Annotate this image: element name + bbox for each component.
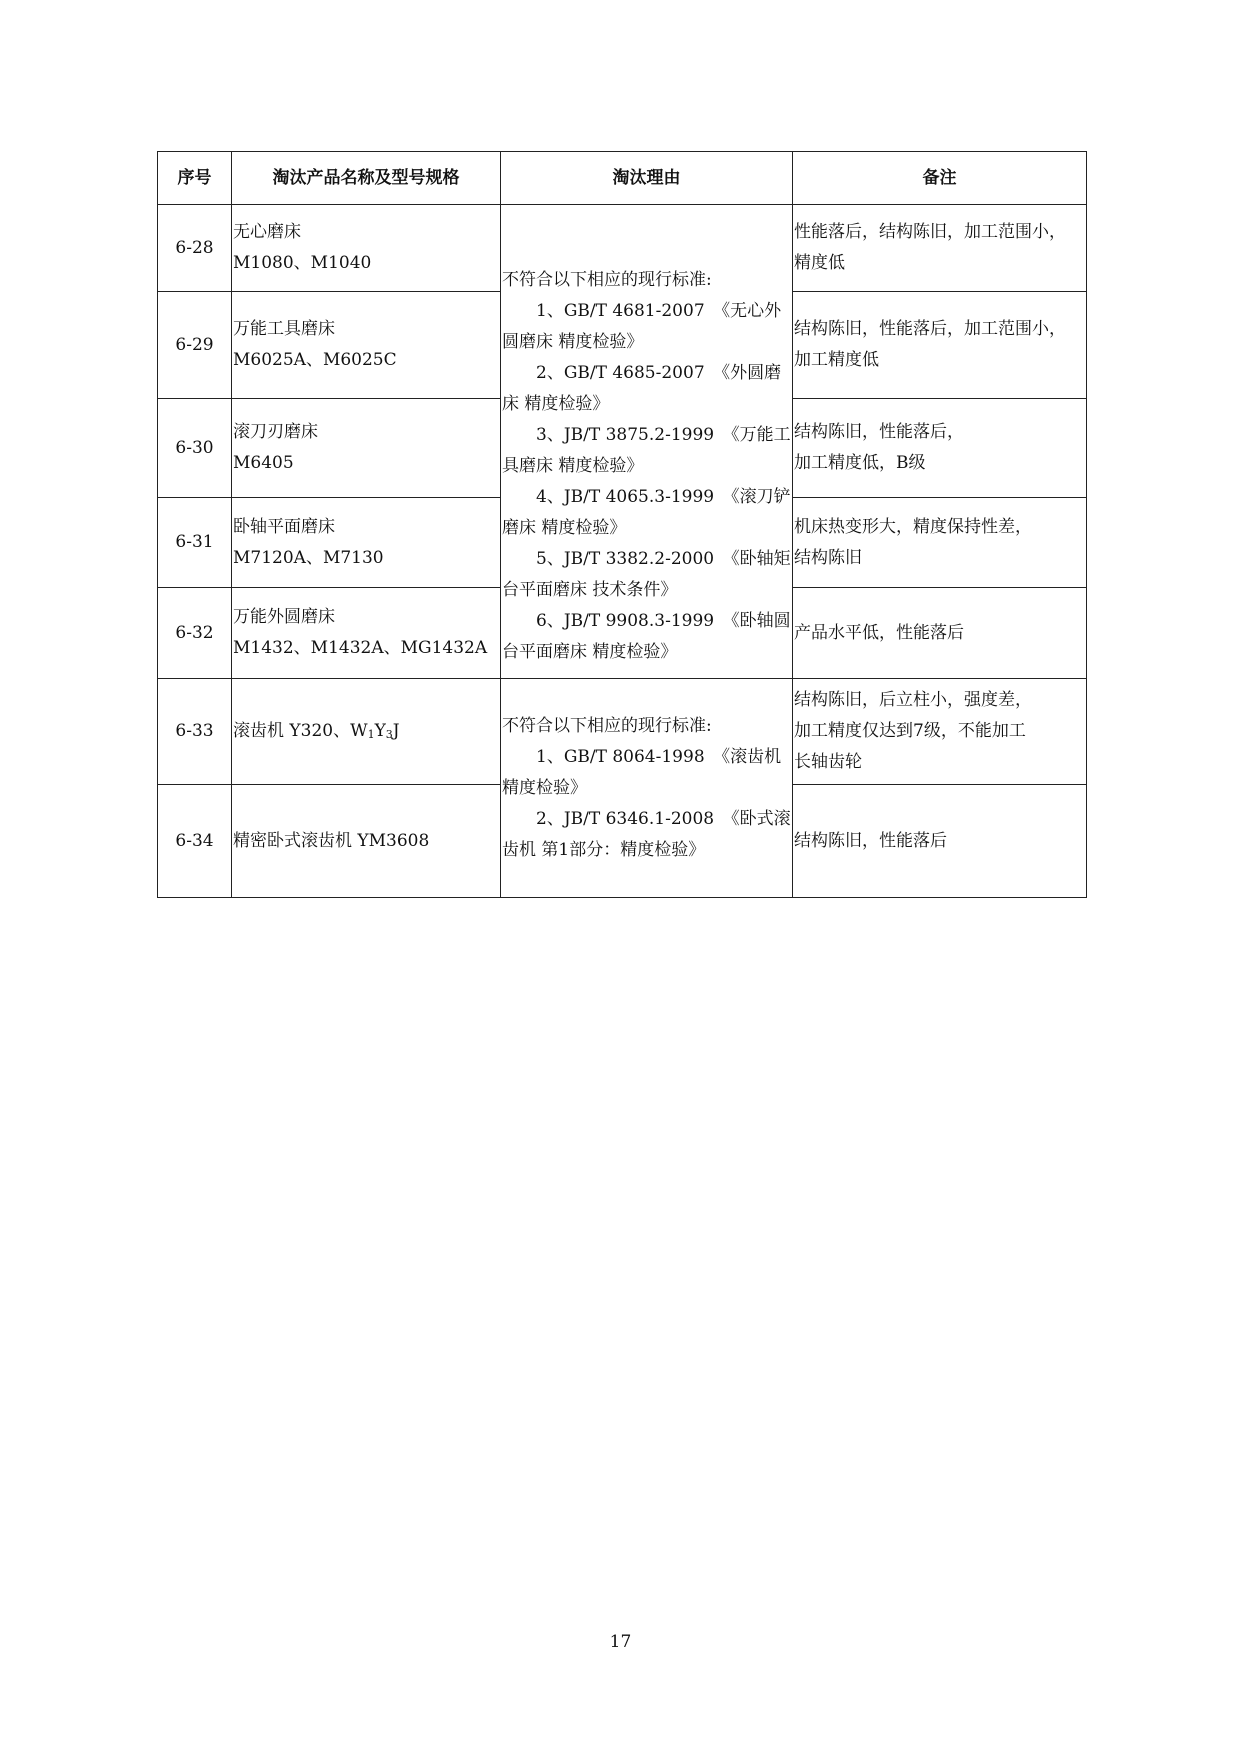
reason-standard-cont: 床 精度检验》 <box>502 394 610 414</box>
subscript: 3 <box>385 728 393 741</box>
row-remark <box>793 205 1087 292</box>
row-remark <box>793 399 1087 498</box>
reason-standard: 1、GB/T 8064-1998 《滚齿机 <box>536 747 782 767</box>
product-name: 万能工具磨床 <box>233 319 335 339</box>
row-no: 6-28 <box>158 205 232 292</box>
product-model: M1080、M1040 <box>233 253 372 273</box>
row-no: 6-30 <box>158 399 232 498</box>
product-name: 滚刀刃磨床 <box>233 422 318 442</box>
product-name: 无心磨床 <box>233 222 301 242</box>
product-name-part: J <box>392 721 400 741</box>
elimination-table <box>157 151 1087 898</box>
reason-standard: 2、JB/T 6346.1-2008 《卧式滚 <box>536 809 791 829</box>
reason-standard: 1、GB/T 4681-2007 《无心外 <box>536 301 782 321</box>
reason-standard: 3、JB/T 3875.2-1999 《万能工 <box>536 425 791 445</box>
row-no: 6-33 <box>158 679 232 785</box>
remark-line: 长轴齿轮 <box>794 752 862 772</box>
remark-line: 加工精度低 <box>794 350 879 370</box>
product-model: M6405 <box>233 453 294 473</box>
row-no: 6-34 <box>158 785 232 898</box>
header-no: 序号 <box>158 152 232 205</box>
row-name <box>232 498 501 588</box>
reason-standard: 5、JB/T 3382.2-2000 《卧轴矩 <box>536 549 791 569</box>
reason-standard: 6、JB/T 9908.3-1999 《卧轴圆 <box>536 611 791 631</box>
remark-line: 产品水平低，性能落后 <box>794 622 964 643</box>
reason-standard: 4、JB/T 4065.3-1999 《滚刀铲 <box>536 487 791 507</box>
product-name-part: Y <box>374 721 386 741</box>
product-name-part: 滚齿机 Y320、W <box>233 721 368 741</box>
reason-intro: 不符合以下相应的现行标准: <box>502 716 712 736</box>
remark-line: 精度低 <box>794 253 845 273</box>
row-name <box>232 292 501 399</box>
product-name: 卧轴平面磨床 <box>233 516 335 537</box>
remark-line: 结构陈旧，性能落后 <box>794 830 947 851</box>
remark-line: 结构陈旧，性能落后，加工范围小， <box>794 319 1066 339</box>
reason-standard-cont: 精度检验》 <box>502 778 587 798</box>
table-header-row <box>158 152 1087 205</box>
reason-intro: 不符合以下相应的现行标准: <box>502 270 712 290</box>
remark-line: 加工精度低，B级 <box>794 453 926 473</box>
row-no: 6-32 <box>158 588 232 679</box>
table-row <box>158 679 1087 785</box>
header-remark: 备注 <box>793 152 1087 205</box>
reason-standard-cont: 磨床 精度检验》 <box>502 518 627 538</box>
table-row <box>158 205 1087 292</box>
product-model: M1432、M1432A、MG1432A <box>233 638 488 658</box>
reason-standard-cont: 圆磨床 精度检验》 <box>502 332 644 352</box>
row-remark <box>793 679 1087 785</box>
header-reason: 淘汰理由 <box>501 152 793 205</box>
remark-line: 结构陈旧 <box>794 547 862 568</box>
row-name <box>232 588 501 679</box>
reason-standard-cont: 台平面磨床 精度检验》 <box>502 642 678 662</box>
product-model: M6025A、M6025C <box>233 350 397 370</box>
reason-standard: 2、GB/T 4685-2007 《外圆磨 <box>536 363 782 383</box>
remark-line: 结构陈旧，性能落后， <box>794 422 964 442</box>
row-name <box>232 399 501 498</box>
product-name <box>233 721 400 741</box>
product-model: M7120A、M7130 <box>233 547 384 568</box>
row-name <box>232 785 501 898</box>
row-remark <box>793 498 1087 588</box>
product-name: 精密卧式滚齿机 YM3608 <box>233 830 430 851</box>
reason-cell-group2 <box>501 679 793 898</box>
header-name: 淘汰产品名称及型号规格 <box>232 152 501 205</box>
row-remark <box>793 785 1087 898</box>
row-no: 6-31 <box>158 498 232 588</box>
remark-line: 加工精度仅达到7级，不能加工 <box>794 721 1026 741</box>
reason-cell-group1 <box>501 205 793 679</box>
page-number: 17 <box>609 1632 632 1652</box>
row-name <box>232 679 501 785</box>
remark-line: 结构陈旧，后立柱小，强度差， <box>794 690 1032 710</box>
reason-standard-cont: 齿机 第1部分：精度检验》 <box>502 840 706 860</box>
row-name <box>232 205 501 292</box>
row-remark <box>793 292 1087 399</box>
remark-line: 性能落后，结构陈旧，加工范围小， <box>794 222 1066 242</box>
product-name: 万能外圆磨床 <box>233 607 335 627</box>
subscript: 1 <box>367 728 375 741</box>
reason-standard-cont: 具磨床 精度检验》 <box>502 456 644 476</box>
row-no: 6-29 <box>158 292 232 399</box>
reason-standard-cont: 台平面磨床 技术条件》 <box>502 580 678 600</box>
row-remark <box>793 588 1087 679</box>
remark-line: 机床热变形大，精度保持性差， <box>794 516 1032 537</box>
